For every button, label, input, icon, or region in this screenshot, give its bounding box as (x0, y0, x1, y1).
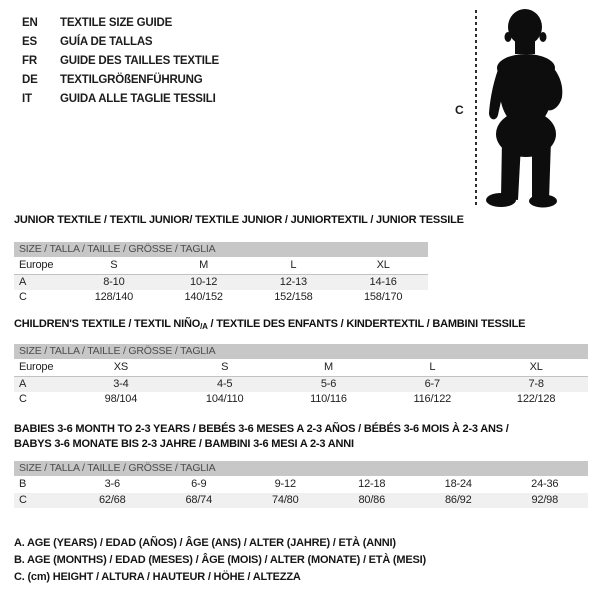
junior-size-header: SIZE / TALLA / TAILLE / GRÖSSE / TAGLIA (14, 242, 428, 257)
table-cell: 62/68 (98, 493, 126, 506)
table-cell: 3-4 (113, 377, 129, 390)
table-cell: 74/80 (271, 493, 299, 506)
language-code: ES (22, 35, 37, 48)
row-label: A (19, 377, 27, 390)
babies-title-line2: BABYS 3-6 MONATE BIS 2-3 JAHRE / BAMBINI 3-6 MESI A 2-3 ANNI (14, 438, 354, 450)
table-row (14, 290, 428, 306)
babies-section-title (14, 422, 509, 452)
language-row-en (22, 13, 219, 32)
table-cell: 6-9 (191, 478, 207, 490)
table-cell: 9-12 (274, 478, 296, 490)
row-label: C (19, 393, 27, 405)
table-cell: 140/152 (184, 291, 223, 303)
table-cell: 104/110 (205, 393, 244, 405)
baby-silhouette-icon (485, 8, 569, 208)
table-cell: 128/140 (94, 291, 134, 303)
height-measure-label: C (455, 103, 464, 117)
height-dashed-line (475, 10, 477, 207)
row-label: A (19, 275, 27, 288)
language-label: GUÍA DE TALLAS (60, 35, 153, 48)
language-row-it (22, 89, 219, 108)
table-cell: XS (69, 360, 173, 376)
table-cell: 92/98 (531, 493, 559, 506)
table-cell: 18-24 (444, 478, 472, 490)
table-cell: M (277, 360, 381, 376)
language-code: IT (22, 92, 32, 105)
table-row (14, 258, 428, 274)
table-cell: 3-6 (104, 478, 120, 490)
babies-size-header: SIZE / TALLA / TAILLE / GRÖSSE / TAGLIA (14, 461, 588, 476)
table-cell: 80/86 (358, 493, 386, 506)
table-cell: 7-8 (528, 377, 544, 390)
table-cell: 68/74 (185, 493, 213, 506)
table-cell: 4-5 (217, 377, 233, 390)
table-cell: 12-13 (279, 275, 307, 288)
language-row-de (22, 70, 219, 89)
table-row (14, 392, 588, 408)
legend-line-a: A. AGE (YEARS) / EDAD (AÑOS) / ÂGE (ANS) / ALTER (JAHRE) / ETÀ (ANNI) (14, 537, 396, 549)
table-cell: 12-18 (358, 478, 386, 490)
row-label: C (19, 291, 27, 303)
table-cell: XL (484, 360, 588, 376)
table-cell: L (380, 360, 484, 376)
children-section-title (14, 318, 525, 331)
table-row (14, 493, 588, 509)
language-code: EN (22, 16, 38, 29)
language-code: FR (22, 54, 37, 67)
table-cell: M (159, 258, 249, 274)
row-label: Europe (14, 258, 69, 274)
table-cell: 14-16 (369, 275, 397, 288)
table-cell: 116/122 (413, 393, 452, 405)
language-list (22, 13, 219, 108)
table-cell: 6-7 (424, 377, 440, 390)
table-row (14, 360, 588, 376)
table-cell: 86/92 (444, 493, 472, 506)
language-label: GUIDE DES TAILLES TEXTILE (60, 54, 219, 67)
table-cell: L (249, 258, 339, 274)
children-size-header: SIZE / TALLA / TAILLE / GRÖSSE / TAGLIA (14, 344, 588, 359)
table-cell: 110/116 (310, 393, 347, 405)
title-text: CHILDREN'S TEXTILE / TEXTIL NIÑO (14, 318, 201, 330)
language-row-es (22, 32, 219, 51)
table-row (14, 477, 588, 493)
table-cell: 5-6 (320, 377, 337, 390)
legend-line-b: B. AGE (MONTHS) / EDAD (MESES) / ÂGE (MOIS) / ALTER (MONATE) / ETÀ (MESI) (14, 554, 426, 566)
language-row-fr (22, 51, 219, 70)
table-cell: 10-12 (190, 275, 218, 288)
legend-line-c: C. (cm) HEIGHT / ALTURA / HAUTEUR / HÖHE / ALTEZZA (14, 571, 301, 583)
junior-section-title: JUNIOR TEXTILE / TEXTIL JUNIOR/ TEXTILE JUNIOR / JUNIORTEXTIL / JUNIOR TESSILE (14, 214, 464, 226)
table-row (14, 274, 428, 290)
table-cell: 158/170 (363, 291, 403, 303)
title-text: / TEXTILE DES ENFANTS / KINDERTEXTIL / BAMBINI TESSILE (207, 318, 526, 330)
table-row (14, 376, 588, 392)
language-label: GUIDA ALLE TAGLIE TESSILI (60, 92, 216, 105)
table-cell: S (69, 258, 159, 274)
junior-size-table (14, 258, 428, 306)
table-cell: 24-36 (531, 478, 559, 490)
title-subscript: /A (200, 322, 208, 331)
table-cell: XL (338, 258, 428, 274)
measurement-legend (14, 535, 426, 586)
language-code: DE (22, 73, 38, 86)
babies-size-table (14, 477, 588, 508)
row-label: B (19, 478, 27, 490)
table-cell: S (173, 360, 277, 376)
language-label: TEXTILE SIZE GUIDE (60, 16, 173, 29)
table-cell: 8-10 (103, 275, 125, 288)
language-label: TEXTILGRÖßENFÜHRUNG (60, 73, 203, 86)
children-size-table (14, 360, 588, 408)
table-cell: 98/104 (104, 393, 138, 405)
table-cell: 152/158 (274, 291, 313, 303)
row-label: Europe (14, 360, 69, 376)
row-label: C (19, 493, 27, 506)
table-cell: 122/128 (516, 393, 556, 405)
babies-title-line1: BABIES 3-6 MONTH TO 2-3 YEARS / BEBÉS 3-6 MESES A 2-3 AÑOS / BÉBÉS 3-6 MOIS À 2-3 ANS / (14, 423, 509, 435)
